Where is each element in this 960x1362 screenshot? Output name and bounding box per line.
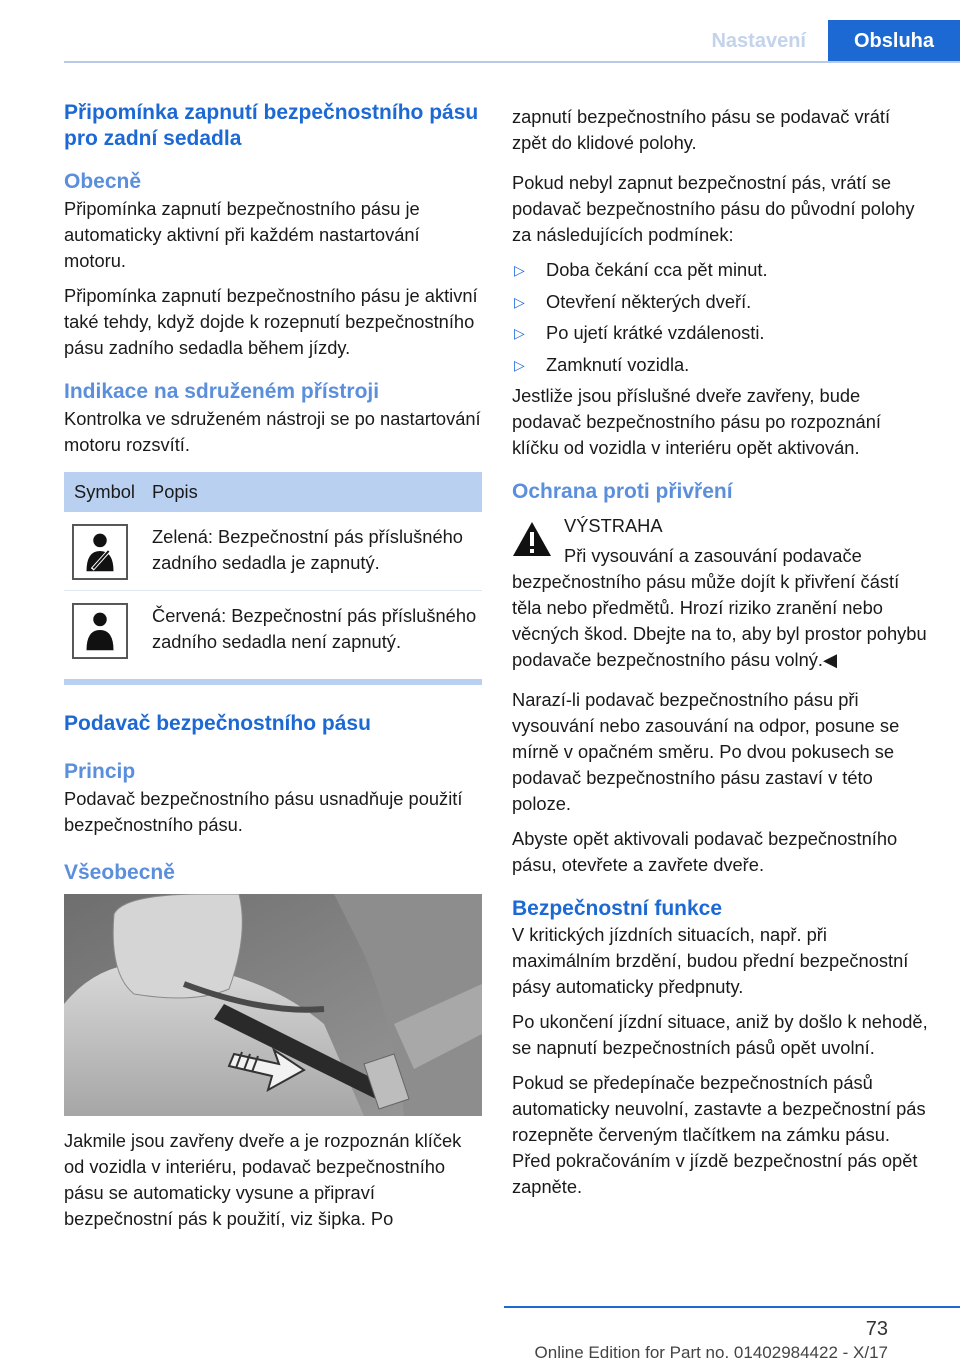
subheading-general-2: Všeobecně	[64, 861, 175, 884]
list-item: ▷ Zamknutí vozidla.	[512, 352, 928, 378]
warning-triangle-icon	[512, 521, 552, 557]
table-header	[64, 472, 482, 512]
triangle-bullet-icon: ▷	[514, 293, 525, 310]
paragraph: Po ukončení jízdní situace, aniž by došlo k nehodě, se napnutí bezpečnostních pásů opět uvolní.	[512, 1011, 928, 1059]
column-header-symbol: Symbol	[74, 481, 135, 502]
subheading-principle: Princip	[64, 760, 136, 783]
table-row	[64, 512, 482, 591]
bullet-list	[512, 257, 928, 378]
table-bottom-bar	[64, 679, 482, 685]
page-number: 73	[865, 1318, 888, 1340]
paragraph: Pokud se předepínače bezpečnostních pásů automaticky neuvolní, zastavte a bezpečnostní pás rozepněte červeným tlačítkem na zámku pásu. Před pokračováním v jízdě bezpečnostní pás opět zapněte.	[512, 1072, 926, 1198]
paragraph: Jestliže jsou příslušné dveře zavřeny, bude podavač bezpečnostního pásu po rozpoznání klíčku od vozidla v interiéru opět aktivován.	[512, 385, 881, 459]
triangle-bullet-icon: ▷	[514, 356, 525, 373]
paragraph: Kontrolka ve sdruženém nástroji se po nastartování motoru rozsvítí.	[64, 408, 481, 455]
triangle-bullet-icon: ▷	[514, 262, 525, 278]
triangle-bullet-icon: ▷	[514, 325, 525, 342]
warning-text: Při vysouvání a zasouvání podavače bezpečnostního pásu může dojít k přivření částí těla nebo předmětů. Hrozí riziko zranění nebo věcných škod. Dbejte na to, aby byl prostor pohybu podavače bezpečnostního pásu volný.◀	[512, 545, 927, 671]
header-tabs	[689, 20, 960, 62]
edition-note: Online Edition for Part no. 01402984422 - X/17	[534, 1343, 888, 1362]
seatbelt-unfastened-icon	[72, 603, 128, 659]
paragraph: Připomínka zapnutí bezpečnostního pásu je aktivní také tehdy, když dojde k rozepnutí bezpečnostního pásu zadního sedadla během jízdy.	[64, 285, 478, 358]
table-cell-description: Zelená: Bezpečnostní pás příslušného zadního sedadla je zapnutý.	[152, 526, 463, 573]
subheading-pinch-protection: Ochrana proti přivření	[512, 480, 733, 504]
section-heading-safety-function: Bezpečnostní funkce	[512, 897, 723, 921]
footer-divider	[504, 1306, 960, 1308]
paragraph: Narazí-li podavač bezpečnostního pásu při vysouvání nebo zasouvání na odpor, posune se mírně v opačném směru. Po dvou pokusech se podavač bezpečnostního pásu zastaví v této poloze.	[512, 689, 900, 815]
seatbelt-feeder-photo	[64, 894, 482, 1116]
header-divider	[64, 61, 960, 63]
subheading-indication: Indikace na sdruženém přístroji	[64, 380, 380, 403]
paragraph: Podavač bezpečnostního pásu usnadňuje použití bezpečnostního pásu.	[64, 788, 463, 835]
paragraph: Pokud nebyl zapnut bezpečnostní pás, vrátí se podavač bezpečnostního pásu do původní polohy za následujících podmínek:	[512, 172, 915, 245]
seatbelt-fastened-icon	[72, 524, 128, 580]
paragraph: Připomínka zapnutí bezpečnostního pásu je automaticky aktivní při každém nastartování motoru.	[64, 198, 420, 271]
tab-nastaveni[interactable]: Nastavení	[689, 20, 828, 62]
paragraph: zapnutí bezpečnostního pásu se podavač vrátí zpět do klidové polohy.	[512, 106, 891, 153]
table-row	[64, 591, 482, 669]
symbol-table	[64, 472, 482, 685]
left-column	[64, 100, 482, 1241]
column-header-description: Popis	[152, 481, 198, 502]
list-item: ▷ Po ujetí krátké vzdálenosti.	[512, 320, 928, 346]
list-item: ▷ Otevření některých dveří.	[512, 289, 928, 315]
warning-title: VÝSTRAHA	[564, 515, 663, 537]
subheading-general: Obecně	[64, 170, 142, 193]
right-column	[512, 104, 928, 1209]
warning-box	[512, 513, 928, 673]
table-cell-description: Červená: Bezpečnostní pás příslušného zadního sedadla není zapnutý.	[152, 605, 477, 652]
list-item: ▷ Doba čekání cca pět minut.	[512, 257, 928, 283]
section-heading-reminder: Připomínka zapnutí bezpečnostního pásu pro zadní sedadla	[64, 101, 479, 150]
tab-obsluha[interactable]: Obsluha	[828, 20, 960, 62]
section-heading-belt-feeder: Podavač bezpečnostního pásu	[64, 712, 371, 735]
paragraph: Jakmile jsou zavřeny dveře a je rozpoznán klíček od vozidla v interiéru, podavač bezpečnostního pásu se automaticky vysune a připraví bezpečnostní pás k použití, viz šipka. Po	[64, 1130, 462, 1229]
paragraph: Abyste opět aktivovali podavač bezpečnostního pásu, otevřete a zavřete dveře.	[512, 828, 898, 876]
paragraph: V kritických jízdních situacích, např. při maximálním brzdění, budou přední bezpečnostní pásy automaticky předpnuty.	[512, 924, 909, 998]
